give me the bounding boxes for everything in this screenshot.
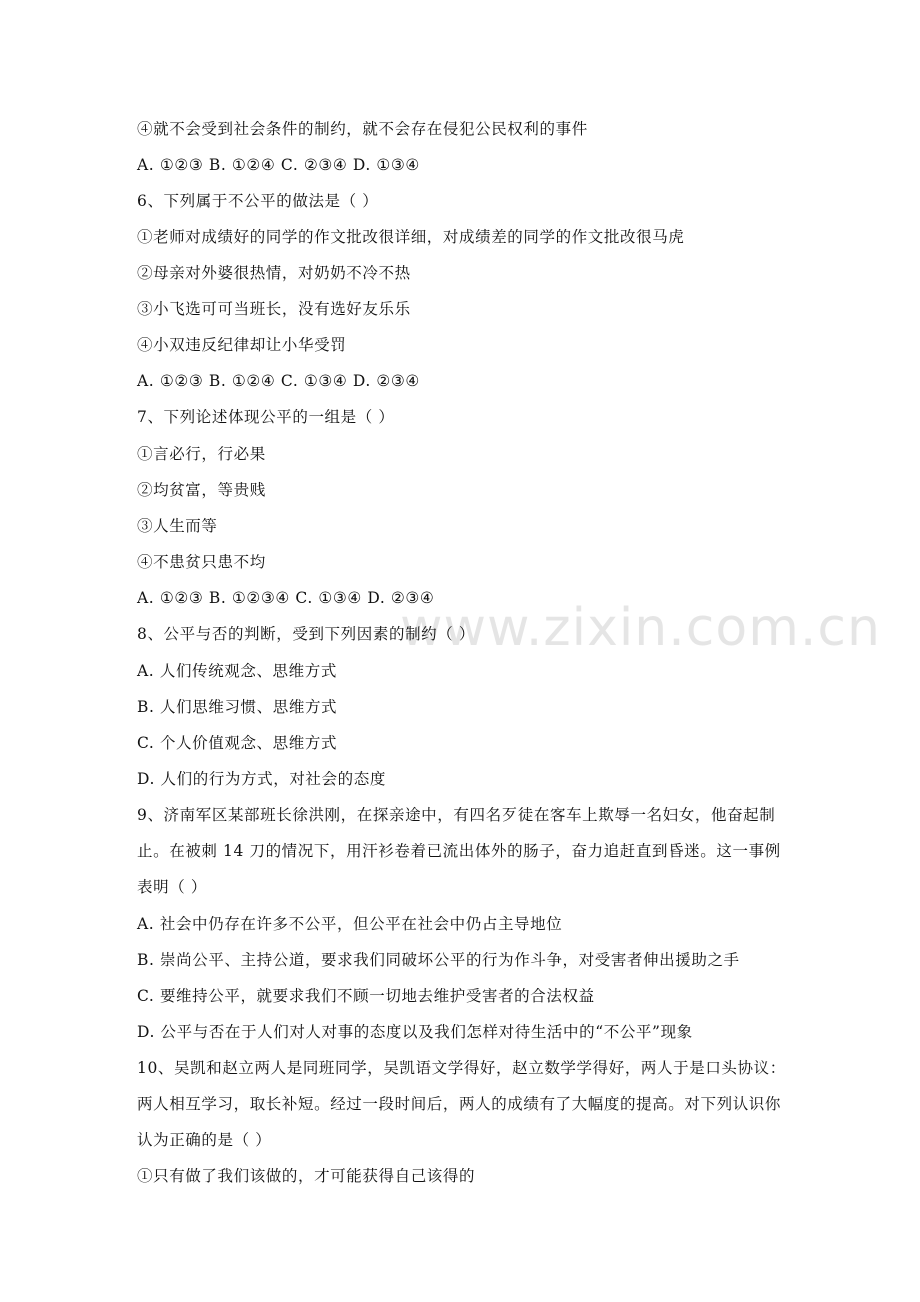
text-line: ②母亲对外婆很热情，对奶奶不冷不热 (137, 264, 411, 282)
question-7: 7、下列论述体现公平的一组是（ ） (137, 408, 395, 426)
text-line: ①老师对成绩好的同学的作文批改很详细，对成绩差的同学的作文批改很马虎 (137, 228, 685, 246)
option-d: D. 公平与否在于人们对人对事的态度以及我们怎样对待生活中的“不公平”现象 (137, 1023, 693, 1041)
answer-options: A. ①②③ B. ①②③④ C. ①③④ D. ②③④ (137, 589, 435, 607)
text-line: ④就不会受到社会条件的制约，就不会存在侵犯公民权利的事件 (137, 120, 588, 138)
text-line: 表明（ ） (137, 878, 207, 896)
text-line: ①言必行，行必果 (137, 445, 266, 463)
text-line: ④小双违反纪律却让小华受罚 (137, 336, 347, 354)
text-line: ②均贫富，等贵贱 (137, 481, 266, 499)
text-line: ③人生而等 (137, 517, 218, 535)
answer-options: A. ①②③ B. ①②④ C. ①③④ D. ②③④ (137, 372, 420, 390)
option-d: D. 人们的行为方式，对社会的态度 (137, 770, 386, 788)
option-a: A. 社会中仍存在许多不公平，但公平在社会中仍占主导地位 (137, 915, 563, 933)
option-a: A. 人们传统观念、思维方式 (137, 662, 337, 680)
text-line: 认为正确的是（ ） (137, 1131, 272, 1149)
option-c: C. 个人价值观念、思维方式 (137, 734, 338, 752)
text-line: 止。在被刺 14 刀的情况下，用汗衫卷着已流出体外的肠子，奋力追赶直到昏迷。这一事例 (137, 842, 781, 860)
text-line: ①只有做了我们该做的，才可能获得自己该得的 (137, 1167, 476, 1185)
question-8: 8、公平与否的判断，受到下列因素的制约（ ） (137, 625, 475, 643)
option-b: B. 人们思维习惯、思维方式 (137, 698, 338, 716)
option-b: B. 崇尚公平、主持公道，要求我们同破坏公平的行为作斗争，对受害者伸出援助之手 (137, 951, 740, 969)
text-line: ④不患贫只患不均 (137, 553, 266, 571)
question-6: 6、下列属于不公平的做法是（ ） (137, 192, 379, 210)
question-10: 10、吴凯和赵立两人是同班同学，吴凯语文学得好，赵立数学学得好，两人于是口头协议： (137, 1059, 786, 1077)
watermark: www.zixin.com.cn (400, 598, 881, 658)
answer-options: A. ①②③ B. ①②④ C. ②③④ D. ①③④ (137, 156, 420, 174)
text-line: ③小飞选可可当班长，没有选好友乐乐 (137, 300, 411, 318)
text-line: 两人相互学习，取长补短。经过一段时间后，两人的成绩有了大幅度的提高。对下列认识你 (137, 1095, 782, 1113)
option-c: C. 要维持公平，就要求我们不顾一切地去维护受害者的合法权益 (137, 987, 595, 1005)
question-9: 9、济南军区某部班长徐洪刚，在探亲途中，有四名歹徒在客车上欺辱一名妇女，他奋起制 (137, 806, 776, 824)
